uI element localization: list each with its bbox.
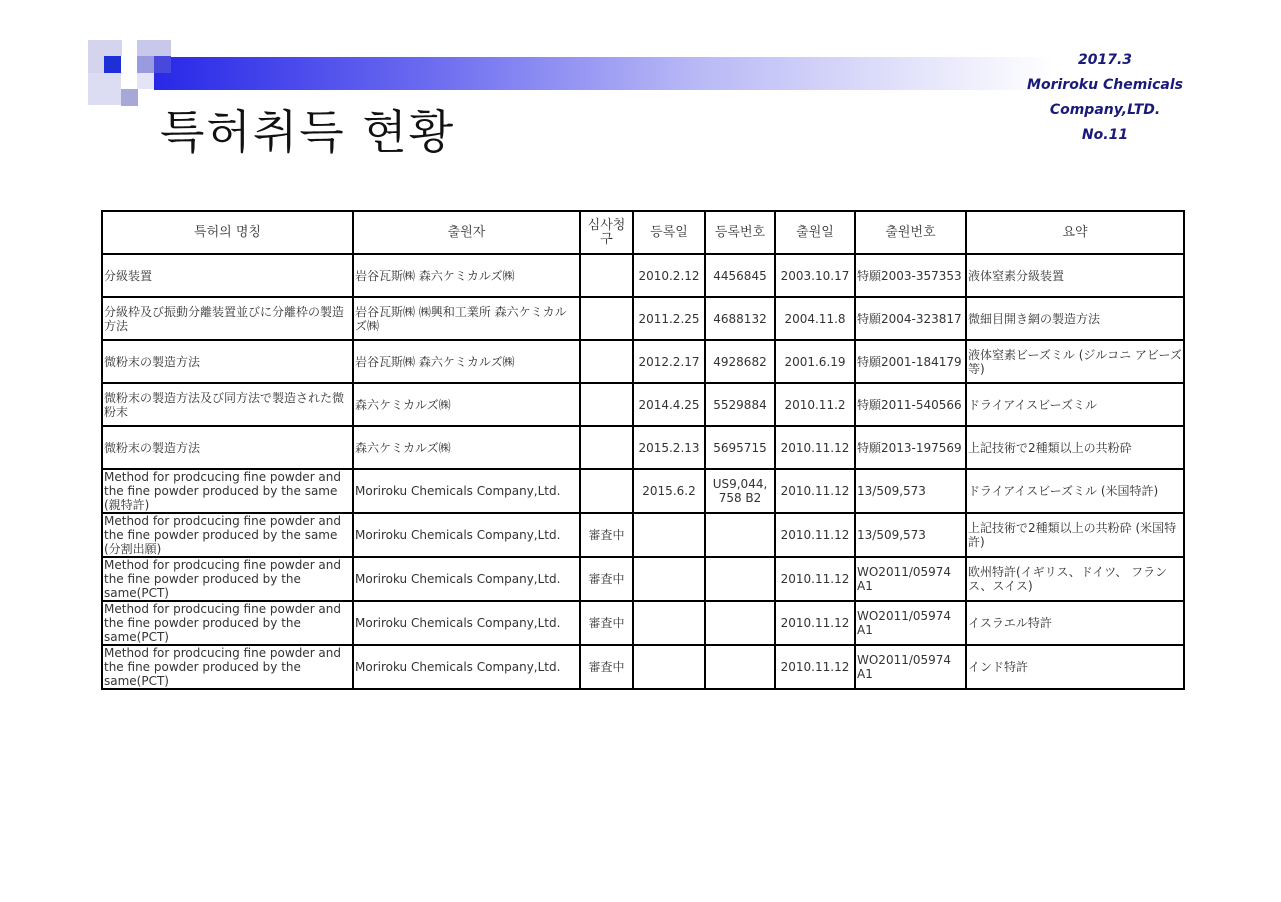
table-row (102, 340, 1184, 383)
registration-number-cell: 5695715 (705, 426, 775, 469)
examination-cell (580, 340, 633, 383)
examination-cell: 審査中 (580, 513, 633, 557)
registration-date-cell: 2014.4.25 (633, 383, 705, 426)
logo-square (154, 56, 171, 73)
filing-date-cell: 2010.11.2 (775, 383, 855, 426)
registration-number-cell (705, 557, 775, 601)
patent-name-cell: 微粉末の製造方法 (102, 340, 353, 383)
summary-cell: 上記技術で2種類以上の共粉砕 (米国特許) (966, 513, 1184, 557)
filing-date-cell: 2010.11.12 (775, 469, 855, 513)
column-header: 심사청구 (580, 211, 633, 254)
patent-name-cell: Method for prodcucing fine powder and the fine powder produced by the same(PCT) (102, 557, 353, 601)
registration-number-cell (705, 645, 775, 689)
patent-name-cell: 分級枠及び振動分離装置並びに分離枠の製造方法 (102, 297, 353, 340)
summary-cell: 欧州特許(イギリス、ドイツ、 フランス、スイス) (966, 557, 1184, 601)
filing-date-cell: 2010.11.12 (775, 557, 855, 601)
registration-number-cell (705, 601, 775, 645)
column-header: 출원일 (775, 211, 855, 254)
registration-number-cell (705, 513, 775, 557)
summary-cell: インド特許 (966, 645, 1184, 689)
filing-date-cell: 2010.11.12 (775, 601, 855, 645)
table-row (102, 645, 1184, 689)
applicant-cell: 森六ケミカルズ㈱ (353, 383, 580, 426)
patent-name-cell: 微粉末の製造方法 (102, 426, 353, 469)
registration-date-cell: 2015.2.13 (633, 426, 705, 469)
application-number-cell: 特願2004-323817 (855, 297, 966, 340)
application-number-cell: WO2011/05974 A1 (855, 557, 966, 601)
registration-number-cell: 4928682 (705, 340, 775, 383)
examination-cell: 審査中 (580, 557, 633, 601)
registration-number-cell: 4456845 (705, 254, 775, 297)
patent-name-cell: Method for prodcucing fine powder and the fine powder produced by the same (分割出願) (102, 513, 353, 557)
logo-square (137, 40, 171, 57)
registration-date-cell (633, 557, 705, 601)
page-title: 특허취득 현황 (160, 105, 456, 159)
summary-cell: 液体窒素ビーズミル (ジルコニ アビーズ等) (966, 340, 1184, 383)
filing-date-cell: 2001.6.19 (775, 340, 855, 383)
patent-name-cell: Method for prodcucing fine powder and the fine powder produced by the same(PCT) (102, 645, 353, 689)
filing-date-cell: 2010.11.12 (775, 513, 855, 557)
patent-name-cell: Method for prodcucing fine powder and the fine powder produced by the same(PCT) (102, 601, 353, 645)
applicant-cell: Moriroku Chemicals Company,Ltd. (353, 645, 580, 689)
registration-date-cell: 2011.2.25 (633, 297, 705, 340)
patent-name-cell: 分級装置 (102, 254, 353, 297)
summary-cell: ドライアイスビーズミル (966, 383, 1184, 426)
applicant-cell: 岩谷瓦斯㈱ 森六ケミカルズ㈱ (353, 254, 580, 297)
company-name-line1: Moriroku Chemicals (1027, 77, 1183, 93)
document-date: 2017.3 (1077, 52, 1133, 68)
column-header: 특허의 명칭 (102, 211, 353, 254)
registration-date-cell (633, 513, 705, 557)
column-header: 등록번호 (705, 211, 775, 254)
column-header: 요약 (966, 211, 1184, 254)
filing-date-cell: 2010.11.12 (775, 426, 855, 469)
patent-table (101, 210, 1185, 690)
registration-date-cell: 2010.2.12 (633, 254, 705, 297)
column-header: 출원자 (353, 211, 580, 254)
table-row (102, 383, 1184, 426)
column-header: 출원번호 (855, 211, 966, 254)
applicant-cell: Moriroku Chemicals Company,Ltd. (353, 469, 580, 513)
registration-date-cell: 2012.2.17 (633, 340, 705, 383)
table-row (102, 557, 1184, 601)
filing-date-cell: 2004.11.8 (775, 297, 855, 340)
table-row (102, 426, 1184, 469)
application-number-cell: 13/509,573 (855, 513, 966, 557)
table-row (102, 513, 1184, 557)
company-name-line2: Company,LTD. (1049, 102, 1161, 118)
table-row (102, 601, 1184, 645)
application-number-cell: WO2011/05974 A1 (855, 601, 966, 645)
examination-cell (580, 426, 633, 469)
applicant-cell: 岩谷瓦斯㈱ 森六ケミカルズ㈱ (353, 340, 580, 383)
summary-cell: ドライアイスビーズミル (米国特許) (966, 469, 1184, 513)
application-number-cell: WO2011/05974 A1 (855, 645, 966, 689)
logo-square (137, 56, 154, 73)
registration-date-cell (633, 601, 705, 645)
filing-date-cell: 2003.10.17 (775, 254, 855, 297)
registration-number-cell: 4688132 (705, 297, 775, 340)
document-info (1010, 48, 1200, 148)
logo-square (88, 73, 121, 105)
application-number-cell: 特願2011-540566 (855, 383, 966, 426)
summary-cell: 上記技術で2種類以上の共粉砕 (966, 426, 1184, 469)
summary-cell: 微細目開き網の製造方法 (966, 297, 1184, 340)
column-header: 등록일 (633, 211, 705, 254)
summary-cell: 液体窒素分級装置 (966, 254, 1184, 297)
examination-cell: 審査中 (580, 601, 633, 645)
logo-square (137, 73, 154, 89)
summary-cell: イスラエル特許 (966, 601, 1184, 645)
applicant-cell: Moriroku Chemicals Company,Ltd. (353, 601, 580, 645)
table-row (102, 469, 1184, 513)
registration-date-cell (633, 645, 705, 689)
registration-date-cell: 2015.6.2 (633, 469, 705, 513)
application-number-cell: 特願2013-197569 (855, 426, 966, 469)
logo-square (121, 56, 138, 73)
application-number-cell: 特願2003-357353 (855, 254, 966, 297)
examination-cell (580, 297, 633, 340)
application-number-cell: 特願2001-184179 (855, 340, 966, 383)
page-number: No.11 (1081, 127, 1129, 143)
applicant-cell: 岩谷瓦斯㈱ ㈱興和工業所 森六ケミカルズ㈱ (353, 297, 580, 340)
applicant-cell: 森六ケミカルズ㈱ (353, 426, 580, 469)
application-number-cell: 13/509,573 (855, 469, 966, 513)
applicant-cell: Moriroku Chemicals Company,Ltd. (353, 513, 580, 557)
examination-cell (580, 469, 633, 513)
header-gradient-bar (154, 57, 1054, 90)
examination-cell (580, 254, 633, 297)
applicant-cell: Moriroku Chemicals Company,Ltd. (353, 557, 580, 601)
table-header-row (102, 211, 1184, 254)
table-row (102, 254, 1184, 297)
logo-square (104, 56, 121, 73)
examination-cell: 審査中 (580, 645, 633, 689)
registration-number-cell: US9,044, 758 B2 (705, 469, 775, 513)
registration-number-cell: 5529884 (705, 383, 775, 426)
filing-date-cell: 2010.11.12 (775, 645, 855, 689)
logo-square (121, 89, 138, 106)
patent-name-cell: 微粉末の製造方法及び同方法で製造された微粉末 (102, 383, 353, 426)
table-row (102, 297, 1184, 340)
patent-name-cell: Method for prodcucing fine powder and the fine powder produced by the same (親特許) (102, 469, 353, 513)
examination-cell (580, 383, 633, 426)
